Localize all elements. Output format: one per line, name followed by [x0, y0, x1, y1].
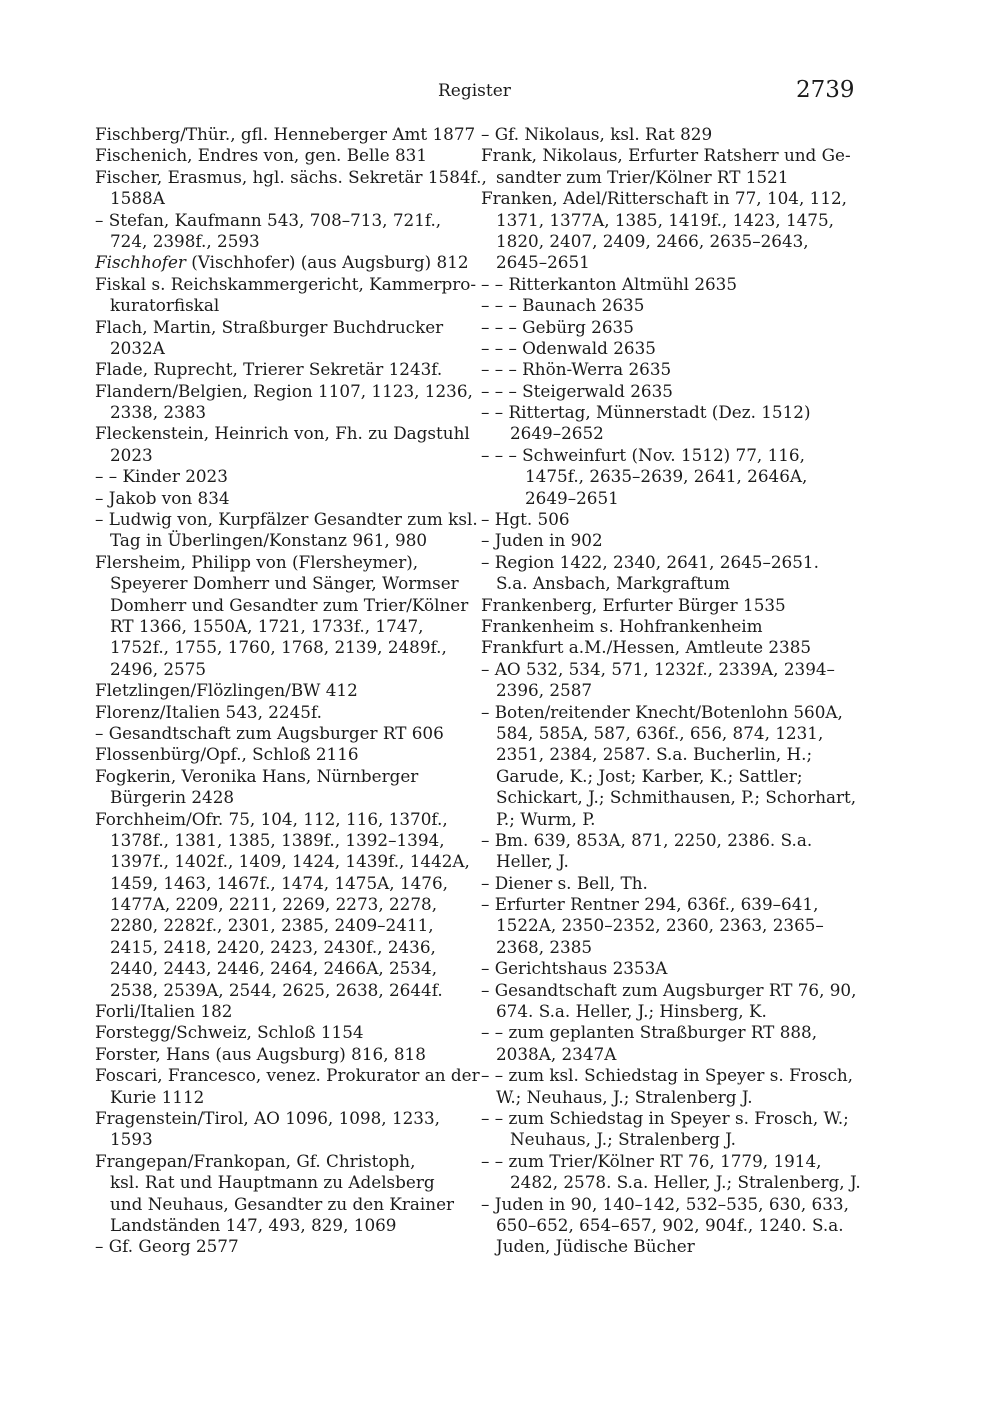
index-entry-line: 2338, 2383 — [110, 402, 207, 423]
index-entry-line: – – zum ksl. Schiedstag in Speyer s. Frosch, — [481, 1065, 853, 1086]
index-entry-line: Foscari, Francesco, venez. Prokurator an der — [95, 1065, 480, 1086]
index-entry-line: – Diener s. Bell, Th. — [481, 872, 648, 893]
index-entry-line: 2645–2651 — [496, 252, 590, 273]
index-entry-line: S.a. Ansbach, Markgraftum — [496, 573, 730, 594]
index-entry-line: Landständen 147, 493, 829, 1069 — [110, 1214, 397, 1235]
index-entry-line: – Boten/reitender Knecht/Botenlohn 560A, — [481, 701, 843, 722]
index-entry-line: Franken, Adel/Ritterschaft in 77, 104, 112, — [481, 188, 848, 209]
index-entry-line: RT 1366, 1550A, 1721, 1733f., 1747, — [110, 615, 424, 636]
index-entry-line: Speyerer Domherr und Sänger, Wormser — [110, 573, 459, 594]
index-entry-line: Flach, Martin, Straßburger Buchdrucker — [95, 316, 444, 337]
index-entry-line: ksl. Rat und Hauptmann zu Adelsberg — [110, 1172, 435, 1193]
index-entry-line: 2482, 2578. S.a. Heller, J.; Stralenberg, J. — [510, 1172, 861, 1193]
index-entry-line: 2368, 2385 — [496, 936, 593, 957]
index-entry-line: – Hgt. 506 — [481, 509, 570, 530]
index-entry-line: Bürgerin 2428 — [110, 787, 235, 808]
index-entry-line: – Stefan, Kaufmann 543, 708–713, 721f., — [95, 209, 442, 230]
index-entry-line: 724, 2398f., 2593 — [110, 230, 260, 251]
italic-lemma: Fischhofer — [95, 252, 192, 273]
index-entry-line: Fischenich, Endres von, gen. Belle 831 — [95, 145, 428, 166]
index-entry-line: 2023 — [110, 444, 153, 465]
index-entry-line: Tag in Überlingen/Konstanz 961, 980 — [110, 530, 428, 551]
right-index-column — [481, 124, 861, 1258]
index-entry-line: P.; Wurm, P. — [496, 808, 596, 829]
entry-text: (Vischhofer) (aus Augsburg) 812 — [191, 252, 469, 273]
index-entry-line: 650–652, 654–657, 902, 904f., 1240. S.a. — [496, 1214, 844, 1235]
index-entry-line: 1378f., 1381, 1385, 1389f., 1392–1394, — [110, 829, 445, 850]
index-entry-line: 2649–2651 — [525, 487, 619, 508]
index-entry-line: – Juden in 90, 140–142, 532–535, 630, 633, — [481, 1193, 849, 1214]
index-entry-line: Fleckenstein, Heinrich von, Fh. zu Dagstuhl — [95, 423, 470, 444]
index-entry-line: Forchheim/Ofr. 75, 104, 112, 116, 1370f., — [95, 808, 448, 829]
index-entry-line: sandter zum Trier/Kölner RT 1521 — [496, 166, 789, 187]
index-entry-line: – Juden in 902 — [481, 530, 603, 551]
index-entry-line: 2538, 2539A, 2544, 2625, 2638, 2644f. — [110, 979, 443, 1000]
index-entry-line: – AO 532, 534, 571, 1232f., 2339A, 2394– — [481, 658, 835, 679]
index-entry-line: – Erfurter Rentner 294, 636f., 639–641, — [481, 894, 819, 915]
index-entry-line: 584, 585A, 587, 636f., 656, 874, 1231, — [496, 722, 824, 743]
index-entry-line: Neuhaus, J.; Stralenberg J. — [510, 1129, 736, 1150]
index-entry-line: – – – Odenwald 2635 — [481, 337, 656, 358]
index-entry-line: – – – Steigerwald 2635 — [481, 380, 673, 401]
index-entry-line: 1459, 1463, 1467f., 1474, 1475A, 1476, — [110, 872, 448, 893]
index-entry-line: 2496, 2575 — [110, 658, 207, 679]
index-entry-line: Juden, Jüdische Bücher — [496, 1236, 695, 1257]
index-entry-line: Forstegg/Schweiz, Schloß 1154 — [95, 1022, 364, 1043]
index-entry-line: – Ludwig von, Kurpfälzer Gesandter zum ksl. — [95, 509, 478, 530]
index-entry-line: Frankenberg, Erfurter Bürger 1535 — [481, 594, 786, 615]
index-entry-line: Fletzlingen/Flözlingen/BW 412 — [95, 680, 358, 701]
index-entry-line: – – – Rhön-Werra 2635 — [481, 359, 672, 380]
running-head: Register — [438, 81, 511, 101]
index-entry-line: 2351, 2384, 2587. S.a. Bucherlin, H.; — [496, 744, 813, 765]
index-entry-line: Kurie 1112 — [110, 1086, 205, 1107]
index-entry-line: 1477A, 2209, 2211, 2269, 2273, 2278, — [110, 894, 438, 915]
index-entry-line: Fischberg/Thür., gfl. Henneberger Amt 1877 — [95, 124, 476, 144]
index-entry-line: 2415, 2418, 2420, 2423, 2430f., 2436, — [110, 936, 436, 957]
index-entry-line: – Region 1422, 2340, 2641, 2645–2651. — [481, 551, 819, 572]
index-entry-line: – – zum geplanten Straßburger RT 888, — [481, 1022, 818, 1043]
index-entry-line: 1475f., 2635–2639, 2641, 2646A, — [525, 466, 808, 487]
index-entry-line: – – Rittertag, Münnerstadt (Dez. 1512) — [481, 402, 811, 423]
index-entry-line: Fiskal s. Reichskammergericht, Kammerpro- — [95, 273, 477, 294]
index-entry-line: – – Ritterkanton Altmühl 2635 — [481, 273, 738, 294]
index-entry-line: – Jakob von 834 — [95, 487, 230, 508]
index-entry-line: 1752f., 1755, 1760, 1768, 2139, 2489f., — [110, 637, 447, 658]
index-entry-line: Fogkerin, Veronika Hans, Nürnberger — [95, 765, 419, 786]
index-entry-line: – Gf. Georg 2577 — [95, 1236, 239, 1257]
left-index-column — [95, 124, 487, 1258]
index-entry-line: Fischer, Erasmus, hgl. sächs. Sekretär 1584f., — [95, 166, 487, 187]
index-entry-line: Frankfurt a.M./Hessen, Amtleute 2385 — [481, 637, 812, 658]
index-entry-line: W.; Neuhaus, J.; Stralenberg J. — [496, 1086, 753, 1107]
index-entry-line: 1371, 1377A, 1385, 1419f., 1423, 1475, — [496, 209, 834, 230]
index-entry-line: – – Kinder 2023 — [95, 466, 228, 487]
index-entry-line: Flade, Ruprecht, Trierer Sekretär 1243f. — [95, 359, 443, 380]
index-entry-line: 2038A, 2347A — [496, 1043, 617, 1064]
index-entry-line: – – – Schweinfurt (Nov. 1512) 77, 116, — [481, 444, 805, 465]
index-entry-line: – Gf. Nikolaus, ksl. Rat 829 — [481, 124, 713, 144]
index-entry-line: Heller, J. — [496, 851, 569, 872]
page-number: 2739 — [796, 77, 855, 103]
index-entry-line: kuratorfiskal — [110, 295, 220, 316]
index-entry-line: Flandern/Belgien, Region 1107, 1123, 1236, — [95, 380, 473, 401]
index-entry-line: Frangepan/Frankopan, Gf. Christoph, — [95, 1150, 416, 1171]
index-entry-line — [95, 252, 475, 273]
index-entry-line: – – zum Schiedstag in Speyer s. Frosch, W.; — [481, 1107, 849, 1128]
index-entry-line: Schickart, J.; Schmithausen, P.; Schorhart, — [496, 787, 857, 808]
index-entry-line: – Bm. 639, 853A, 871, 2250, 2386. S.a. — [481, 829, 813, 850]
index-entry-line: Flossenbürg/Opf., Schloß 2116 — [95, 744, 359, 765]
index-entry-line: Fragenstein/Tirol, AO 1096, 1098, 1233, — [95, 1107, 440, 1128]
index-entry-line: 2032A — [110, 337, 165, 358]
index-entry-line: 1522A, 2350–2352, 2360, 2363, 2365– — [496, 915, 824, 936]
index-entry-line: Flersheim, Philipp von (Flersheymer), — [95, 551, 419, 572]
index-entry-line: Domherr und Gesandter zum Trier/Kölner — [110, 594, 469, 615]
index-entry-line: – Gesandtschaft zum Augsburger RT 606 — [95, 722, 444, 743]
index-entry-line: Frank, Nikolaus, Erfurter Ratsherr und Ge- — [481, 145, 851, 166]
index-entry-line: Frankenheim s. Hohfrankenheim — [481, 615, 763, 636]
index-entry-line: und Neuhaus, Gesandter zu den Krainer — [110, 1193, 455, 1214]
index-entry-line: Forster, Hans (aus Augsburg) 816, 818 — [95, 1043, 426, 1064]
index-entry-line: 1397f., 1402f., 1409, 1424, 1439f., 1442A, — [110, 851, 470, 872]
index-entry-line: 1820, 2407, 2409, 2466, 2635–2643, — [496, 230, 809, 251]
index-entry-line: 2396, 2587 — [496, 680, 593, 701]
index-entry-line: Florenz/Italien 543, 2245f. — [95, 701, 322, 722]
index-entry-line: 1588A — [110, 188, 165, 209]
index-entry-line: – – zum Trier/Kölner RT 76, 1779, 1914, — [481, 1150, 822, 1171]
index-entry-line: – – – Gebürg 2635 — [481, 316, 634, 337]
index-entry-line: 1593 — [110, 1129, 153, 1150]
index-entry-line: 2440, 2443, 2446, 2464, 2466A, 2534, — [110, 958, 438, 979]
index-entry-line: 674. S.a. Heller, J.; Hinsberg, K. — [496, 1001, 767, 1022]
index-entry-line: – Gerichtshaus 2353A — [481, 958, 668, 979]
index-entry-line: Forli/Italien 182 — [95, 1001, 233, 1022]
index-entry-line: 2649–2652 — [510, 423, 604, 444]
index-entry-line: – Gesandtschaft zum Augsburger RT 76, 90, — [481, 979, 857, 1000]
index-entry-line: 2280, 2282f., 2301, 2385, 2409–2411, — [110, 915, 434, 936]
index-entry-line: – – – Baunach 2635 — [481, 295, 645, 316]
index-entry-line: Garude, K.; Jost; Karber, K.; Sattler; — [496, 765, 803, 786]
